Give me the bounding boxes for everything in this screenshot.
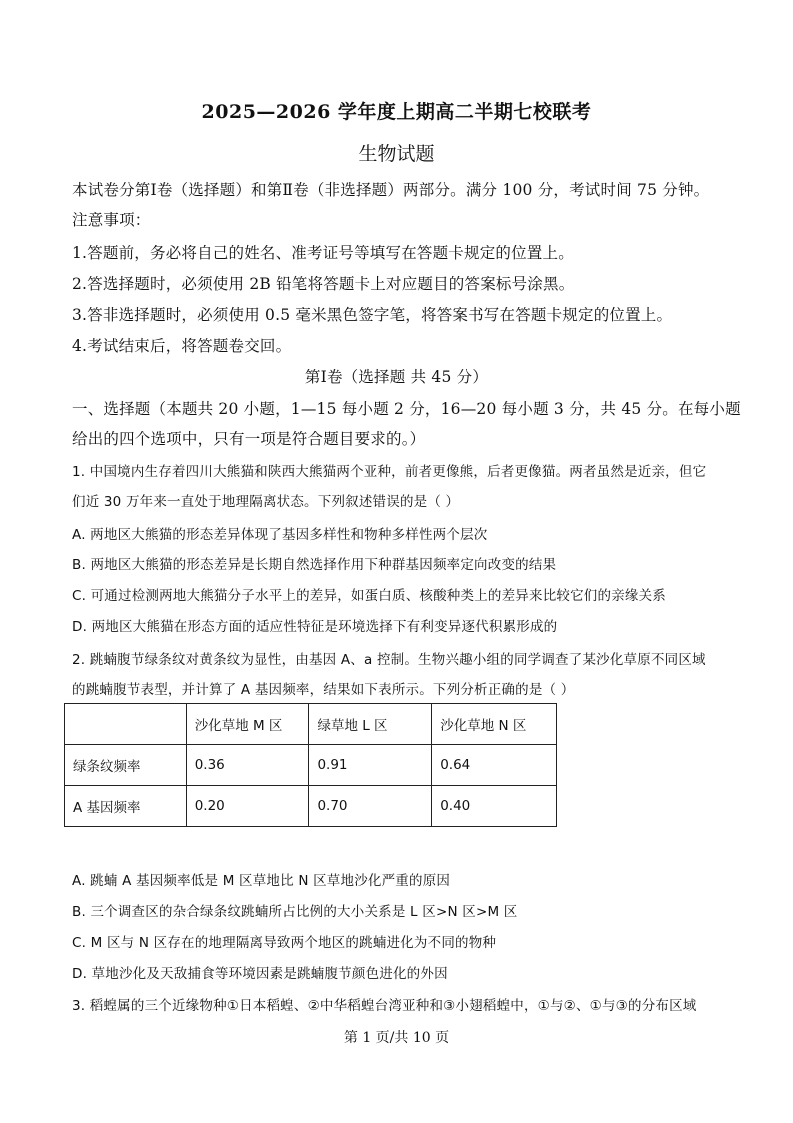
answer-option: B. 三个调查区的杂合绿条纹跳蝻所占比例的大小关系是 L 区>N 区>M 区 [72,904,518,920]
subject-title: 生物试题 [358,143,435,165]
table-cell: 绿条纹频率 [65,745,187,786]
notice-item: 2.答选择题时，必须使用 2B 铅笔将答题卡上对应题目的答案标号涂黑。 [72,275,575,293]
table-cell: 0.91 [309,745,432,786]
section-instructions: 一、选择题（本题共 20 小题，1—15 每小题 2 分，16—20 每小题 3 分，共 45 分。在每小题 [72,400,741,418]
table-cell: A 基因频率 [65,786,187,827]
section-instructions: 给出的四个选项中，只有一项是符合题目要求的。） [72,430,426,448]
table-header-cell: 沙化草地 M 区 [186,704,309,745]
table-cell: 0.64 [432,745,557,786]
frequency-table [64,703,557,827]
table-cell: 0.40 [432,786,557,827]
table-header-cell [65,704,187,745]
answer-option: A. 跳蝻 A 基因频率低是 M 区草地比 N 区草地沙化严重的原因 [72,873,451,889]
page-footer: 第 1 页/共 10 页 [343,1030,450,1046]
table-row [65,745,557,786]
table-row [65,786,557,827]
page-title: 2025—2026 学年度上期高二半期七校联考 [201,101,592,123]
question-stem: 的跳蝻腹节表型，并计算了 A 基因频率，结果如下表所示。下列分析正确的是（ ） [72,682,575,698]
question-stem: 们近 30 万年来一直处于地理隔离状态。下列叙述错误的是（ ） [72,494,460,510]
answer-option: B. 两地区大熊猫的形态差异是长期自然选择作用下种群基因频率定向改变的结果 [72,557,557,573]
notice-item: 4.考试结束后，将答题卷交回。 [72,337,292,355]
intro-text: 本试卷分第Ⅰ卷（选择题）和第Ⅱ卷（非选择题）两部分。满分 100 分，考试时间 75 分钟。 [72,181,710,199]
table-cell: 0.36 [186,745,309,786]
question-stem: 3. 稻蝗属的三个近缘物种①日本稻蝗、②中华稻蝗台湾亚种和③小翅稻蝗中，①与②、①与③的分布区域 [72,998,697,1014]
question-stem: 2. 跳蝻腹节绿条纹对黄条纹为显性，由基因 A、a 控制。生物兴趣小组的同学调查了某沙化草原不同区域 [72,652,706,668]
notice-item: 1.答题前，务必将自己的姓名、准考证号等填写在答题卡规定的位置上。 [72,244,574,262]
notice-item: 3.答非选择题时，必须使用 0.5 毫米黑色签字笔，将答案书写在答题卡规定的位置上。 [72,306,673,324]
answer-option: C. M 区与 N 区存在的地理隔离导致两个地区的跳蝻进化为不同的物种 [72,935,497,951]
answer-option: D. 两地区大熊猫在形态方面的适应性特征是环境选择下有利变异逐代积累形成的 [72,619,558,635]
question-stem: 1. 中国境内生存着四川大熊猫和陕西大熊猫两个亚种，前者更像熊，后者更像猫。两者虽然是近亲，但它 [72,464,707,480]
table-header-cell: 沙化草地 N 区 [432,704,557,745]
answer-option: A. 两地区大熊猫的形态差异体现了基因多样性和物种多样性两个层次 [72,527,488,543]
table-header-cell: 绿草地 L 区 [309,704,432,745]
table-header-row [65,704,557,745]
section-heading: 第Ⅰ卷（选择题 共 45 分） [304,368,489,386]
table-cell: 0.70 [309,786,432,827]
notice-heading: 注意事项： [72,211,151,229]
table-cell: 0.20 [186,786,309,827]
answer-option: C. 可通过检测两地大熊猫分子水平上的差异，如蛋白质、核酸种类上的差异来比较它们的亲缘关系 [72,588,667,604]
answer-option: D. 草地沙化及天敌捕食等环境因素是跳蝻腹节颜色进化的外因 [72,966,448,982]
